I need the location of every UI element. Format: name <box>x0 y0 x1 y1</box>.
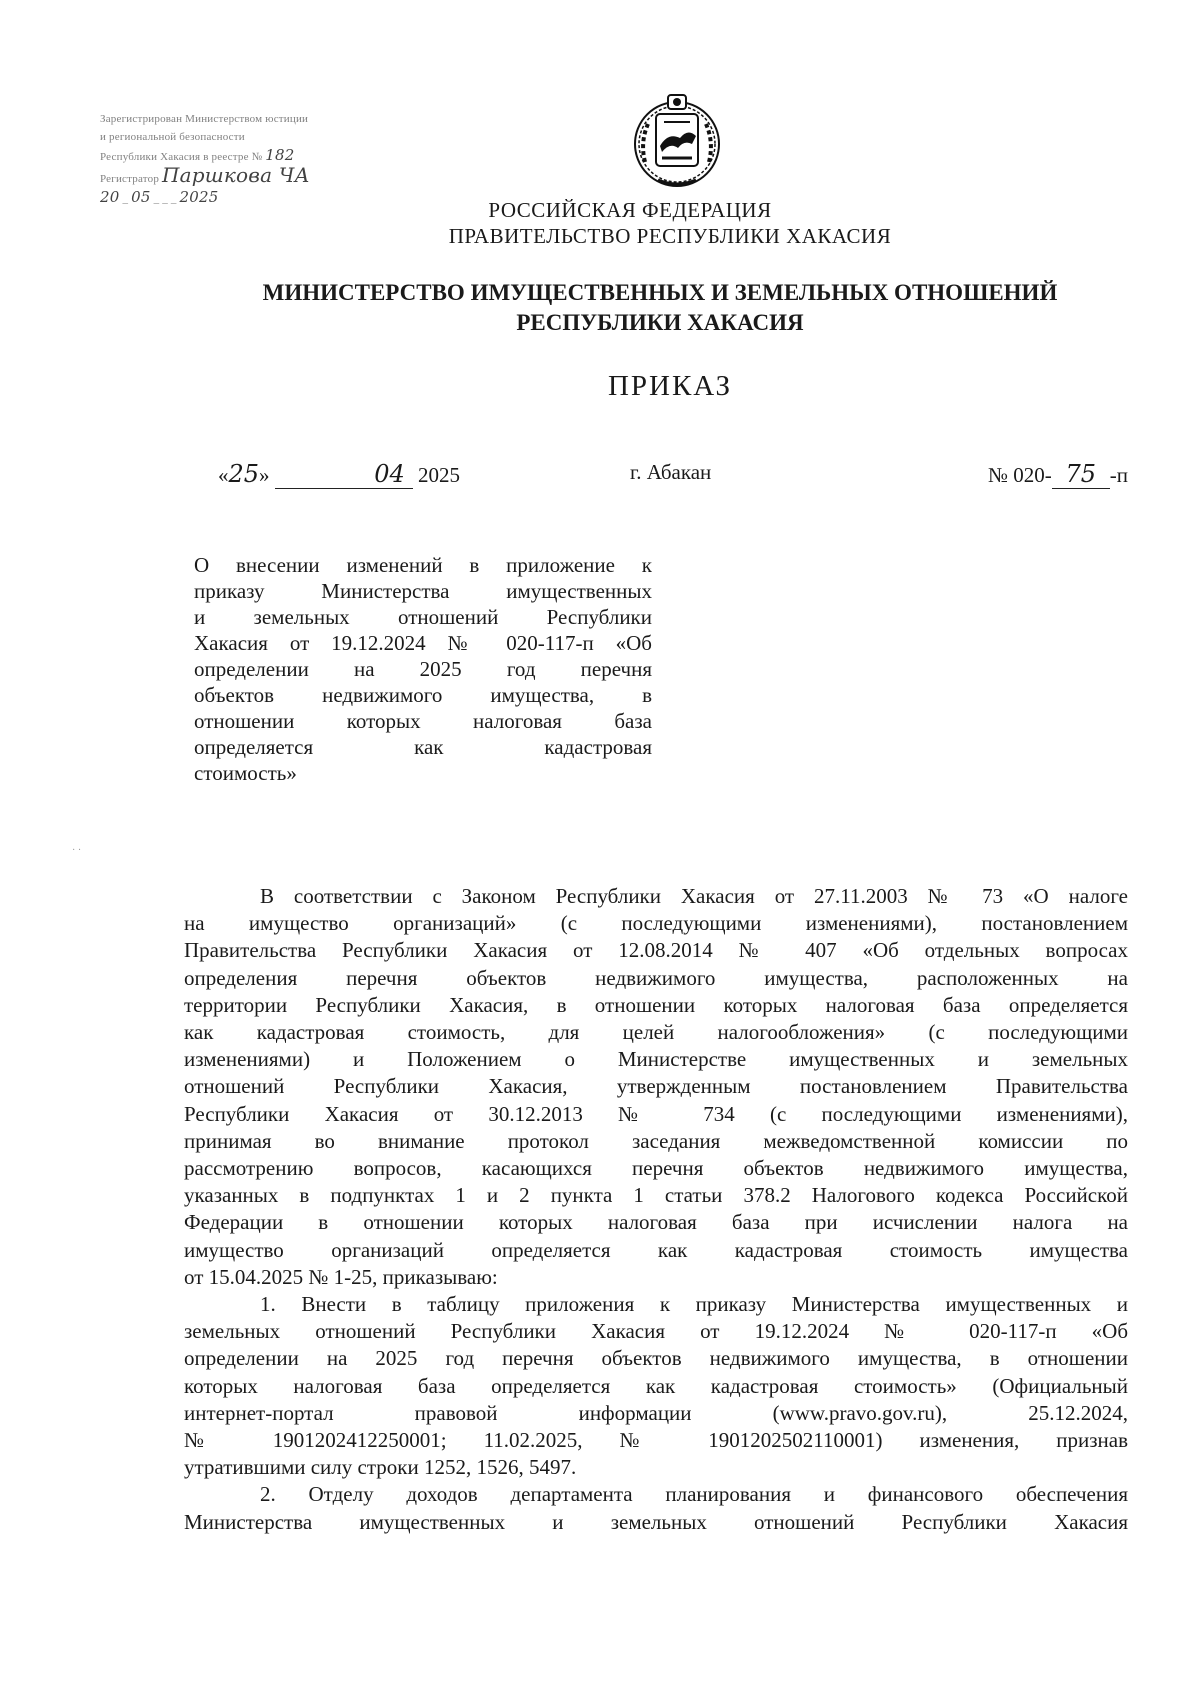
subject-line: Хакасия от 19.12.2024 № 020-117-п «Об <box>194 631 652 655</box>
ministry-name-line-2: РЕСПУБЛИКИ ХАКАСИЯ <box>516 310 804 335</box>
subject-line: объектов недвижимого имущества, в <box>194 683 652 707</box>
stamp-line-4-text: Республики Хакасия в реестре № <box>100 151 263 163</box>
subject-line: приказу Министерства имущественных <box>194 579 652 603</box>
stamp-date-day: 20 <box>100 188 120 206</box>
order-body <box>184 883 1128 1536</box>
stamp-signature: Паршкова ЧА <box>162 163 310 187</box>
date-close-quote: » <box>259 463 270 487</box>
order-number-suffix: -п <box>1109 463 1129 487</box>
subject-line: отношении которых налоговая база <box>194 709 652 733</box>
stamp-line-5 <box>100 163 460 188</box>
body-line: Правительства Республики Хакасия от 12.08.2014 № 407 «Об отдельных вопросах <box>184 938 1128 963</box>
body-line: определении на 2025 год перечня объектов недвижимого имущества, в отношении <box>184 1346 1128 1371</box>
body-line: отношений Республики Хакасия, утвержденным постановлением Правительства <box>184 1074 1128 1099</box>
subject-line: О внесении изменений в приложение к <box>194 553 652 577</box>
body-line: рассмотрению вопросов, касающихся перечня объектов недвижимого имущества, <box>184 1156 1128 1181</box>
body-line: которых налоговая база определяется как кадастровая стоимость» (Официальный <box>184 1373 1128 1398</box>
ministry-name-line-1: МИНИСТЕРСТВО ИМУЩЕСТВЕННЫХ И ЗЕМЕЛЬНЫХ ОТНОШЕНИЙ <box>262 280 1058 305</box>
stamp-line-5-text: Регистратор <box>100 173 160 185</box>
item-1-paragraph <box>184 1291 1128 1481</box>
body-line: 2. Отделу доходов департамента планирования и финансового обеспечения <box>260 1482 1128 1507</box>
stamp-registry-number: 182 <box>265 146 295 164</box>
order-date <box>218 460 460 489</box>
body-line: Федерации в отношении которых налоговая база при исчислении налога на <box>184 1210 1128 1235</box>
body-line: 1. Внести в таблицу приложения к приказу Министерства имущественных и <box>260 1292 1128 1317</box>
header-government: ПРАВИТЕЛЬСТВО РЕСПУБЛИКИ ХАКАСИЯ <box>448 224 892 248</box>
date-open-quote: « <box>218 463 229 487</box>
body-line: земельных отношений Республики Хакасия от 19.12.2024 № 020-117-п «Об <box>184 1319 1128 1344</box>
body-line: определения перечня объектов недвижимого имущества, расположенных на <box>184 965 1128 990</box>
subject-line: определении на 2025 год перечня <box>194 657 652 681</box>
item-2-paragraph <box>184 1481 1128 1535</box>
header-country: РОССИЙСКАЯ ФЕДЕРАЦИЯ <box>488 198 772 222</box>
scan-speck: · · <box>72 845 82 856</box>
subject-line: и земельных отношений Республики <box>194 605 652 629</box>
body-line: изменениями) и Положением о Министерстве имущественных и земельных <box>184 1047 1128 1072</box>
body-line: принимая во внимание протокол заседания межведомственной комиссии по <box>184 1128 1128 1153</box>
stamp-date-month: 05 <box>131 188 151 206</box>
stamp-date-year: 2025 <box>179 188 219 206</box>
body-line: утратившими силу строки 1252, 1526, 5497. <box>184 1455 577 1480</box>
order-number <box>988 460 1128 489</box>
body-line: В соответствии с Законом Республики Хакасия от 27.11.2003 № 73 «О налоге <box>260 884 1128 908</box>
stamp-line-1 <box>100 92 460 110</box>
subject-line: определяется как кадастровая <box>194 735 652 759</box>
body-line: Республики Хакасия от 30.12.2013 № 734 (с последующими изменениями), <box>184 1101 1128 1126</box>
body-line: имущество организаций определяется как кадастровая стоимость имущества <box>184 1237 1128 1262</box>
order-title: ПРИКАЗ <box>607 370 733 402</box>
khakassia-coat-of-arms-icon <box>628 92 726 190</box>
body-line: Министерства имущественных и земельных отношений Республики Хакасия <box>184 1509 1128 1534</box>
stamp-line-6: 20 _ 05 _ _ _ 2025 <box>100 188 219 206</box>
stamp-line-2: Зарегистрирован Министерством юстиции <box>100 113 309 125</box>
order-number-handwritten: 75 <box>1052 460 1110 489</box>
stamp-line-3: и региональной безопасности <box>100 131 245 143</box>
date-month: 04 <box>374 460 405 488</box>
body-line: территории Республики Хакасия, в отношении которых налоговая база определяется <box>184 992 1128 1017</box>
subject-line: стоимость» <box>194 761 297 785</box>
date-day: 25 <box>228 460 260 488</box>
body-line: указанных в подпунктах 1 и 2 пункта 1 статьи 378.2 Налогового кодекса Российской <box>184 1183 1128 1208</box>
body-line: от 15.04.2025 № 1-25, приказываю: <box>184 1264 498 1289</box>
preamble-paragraph <box>184 883 1128 1291</box>
order-city: г. Абакан <box>630 460 712 484</box>
body-line: интернет-портал правовой информации (www.pravo.gov.ru), 25.12.2024, <box>184 1400 1128 1425</box>
date-year: 2025 <box>418 463 461 487</box>
body-line: как кадастровая стоимость, для целей налогообложения» (с последующими <box>184 1020 1128 1045</box>
body-line: № 1901202412250001; 11.02.2025, № 1901202502110001) изменения, признав <box>184 1428 1128 1453</box>
ministry-name <box>220 278 1100 338</box>
order-number-prefix: № 020- <box>988 463 1052 487</box>
order-subject <box>194 552 652 786</box>
body-line: на имущество организаций» (с последующими изменениями), постановлением <box>184 911 1128 936</box>
registration-stamp <box>100 92 460 208</box>
